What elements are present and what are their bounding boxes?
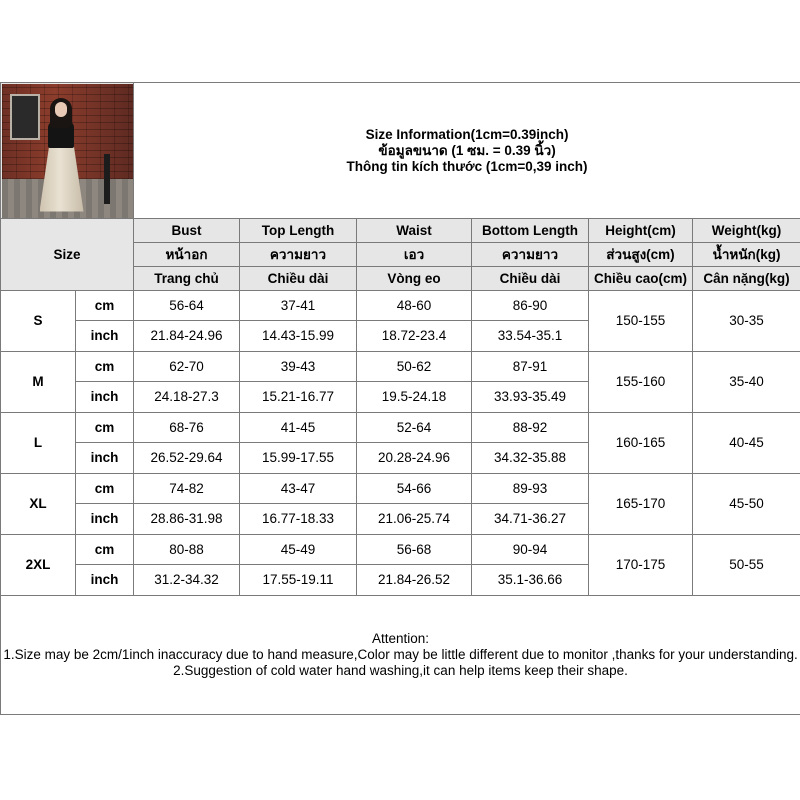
column-header-vi: Cân nặng(kg) [693,267,800,291]
column-header-en: Weight(kg) [693,219,800,243]
unit-label: cm [76,474,134,504]
measure-cell: 74-82 [134,474,240,504]
product-photo [1,83,134,219]
unit-label: cm [76,413,134,443]
measure-cell: 16.77-18.33 [240,504,357,535]
size-label-cell: M [1,352,76,413]
notes-line-2: 2.Suggestion of cold water hand washing,it can help items keep their shape. [173,663,628,678]
measure-cell: 52-64 [357,413,472,443]
weight-cell: 45-50 [693,474,800,535]
measure-cell: 21.84-26.52 [357,565,472,596]
measure-cell: 14.43-15.99 [240,321,357,352]
measure-cell: 20.28-24.96 [357,443,472,474]
size-chart [0,82,800,718]
measure-cell: 26.52-29.64 [134,443,240,474]
unit-label: cm [76,535,134,565]
attention-notes [1,596,800,715]
height-cell: 150-155 [589,291,693,352]
measure-cell: 41-45 [240,413,357,443]
measure-cell: 15.99-17.55 [240,443,357,474]
notes-row [1,596,800,715]
measure-cell: 34.71-36.27 [472,504,589,535]
measure-cell: 21.84-24.96 [134,321,240,352]
size-label-cell: XL [1,474,76,535]
measure-cell: 28.86-31.98 [134,504,240,535]
unit-label: cm [76,352,134,382]
measure-cell: 34.32-35.88 [472,443,589,474]
notes-heading: Attention: [372,631,430,646]
measure-cell: 90-94 [472,535,589,565]
unit-label: inch [76,443,134,474]
size-row-cm [1,291,800,321]
height-cell: 160-165 [589,413,693,474]
column-header-en: Bottom Length [472,219,589,243]
measure-cell: 45-49 [240,535,357,565]
weight-cell: 30-35 [693,291,800,352]
column-header-vi: Chiều cao(cm) [589,267,693,291]
measure-cell: 19.5-24.18 [357,382,472,413]
column-header-en: Height(cm) [589,219,693,243]
column-header-th: น้ำหนัก(kg) [693,243,800,267]
measure-cell: 56-68 [357,535,472,565]
measure-cell: 56-64 [134,291,240,321]
measure-cell: 80-88 [134,535,240,565]
size-header: Size [1,219,134,291]
measure-cell: 31.2-34.32 [134,565,240,596]
unit-label: inch [76,504,134,535]
measure-cell: 68-76 [134,413,240,443]
notes-line-1: 1.Size may be 2cm/1inch inaccuracy due to hand measure,Color may be little different due to monitor ,thanks for your understanding. [3,647,798,662]
measure-cell: 35.1-36.66 [472,565,589,596]
unit-label: inch [76,321,134,352]
measure-cell: 54-66 [357,474,472,504]
size-info-title [134,83,800,219]
column-header-th: ความยาว [472,243,589,267]
measure-cell: 39-43 [240,352,357,382]
measure-cell: 62-70 [134,352,240,382]
column-header-th: ส่วนสูง(cm) [589,243,693,267]
size-table [0,82,800,715]
measure-cell: 21.06-25.74 [357,504,472,535]
column-header-th: หน้าอก [134,243,240,267]
measure-cell: 37-41 [240,291,357,321]
weight-cell: 40-45 [693,413,800,474]
column-header-vi: Trang chủ [134,267,240,291]
header-row-english [1,219,800,243]
unit-label: cm [76,291,134,321]
measure-cell: 33.93-35.49 [472,382,589,413]
column-header-vi: Vòng eo [357,267,472,291]
measure-cell: 88-92 [472,413,589,443]
size-row-cm [1,535,800,565]
measure-cell: 33.54-35.1 [472,321,589,352]
measure-cell: 89-93 [472,474,589,504]
column-header-vi: Chiều dài [240,267,357,291]
column-header-th: เอว [357,243,472,267]
column-header-th: ความยาว [240,243,357,267]
size-label-cell: 2XL [1,535,76,596]
measure-cell: 18.72-23.4 [357,321,472,352]
unit-label: inch [76,382,134,413]
measure-cell: 50-62 [357,352,472,382]
measure-cell: 24.18-27.3 [134,382,240,413]
size-label-cell: S [1,291,76,352]
column-header-en: Top Length [240,219,357,243]
measure-cell: 43-47 [240,474,357,504]
measure-cell: 48-60 [357,291,472,321]
column-header-en: Waist [357,219,472,243]
height-cell: 165-170 [589,474,693,535]
title-vietnamese: Thông tin kích thước (1cm=0,39 inch) [346,158,588,174]
title-row [1,83,800,219]
unit-label: inch [76,565,134,596]
measure-cell: 87-91 [472,352,589,382]
size-label-cell: L [1,413,76,474]
column-header-vi: Chiều dài [472,267,589,291]
height-cell: 155-160 [589,352,693,413]
title-thai: ข้อมูลขนาด (1 ซม. = 0.39 นิ้ว) [378,142,556,158]
measure-cell: 86-90 [472,291,589,321]
measure-cell: 17.55-19.11 [240,565,357,596]
weight-cell: 50-55 [693,535,800,596]
size-row-cm [1,413,800,443]
height-cell: 170-175 [589,535,693,596]
measure-cell: 15.21-16.77 [240,382,357,413]
weight-cell: 35-40 [693,352,800,413]
size-row-cm [1,352,800,382]
size-row-cm [1,474,800,504]
product-photo-image [2,84,133,218]
column-header-en: Bust [134,219,240,243]
title-english: Size Information(1cm=0.39inch) [365,126,569,142]
